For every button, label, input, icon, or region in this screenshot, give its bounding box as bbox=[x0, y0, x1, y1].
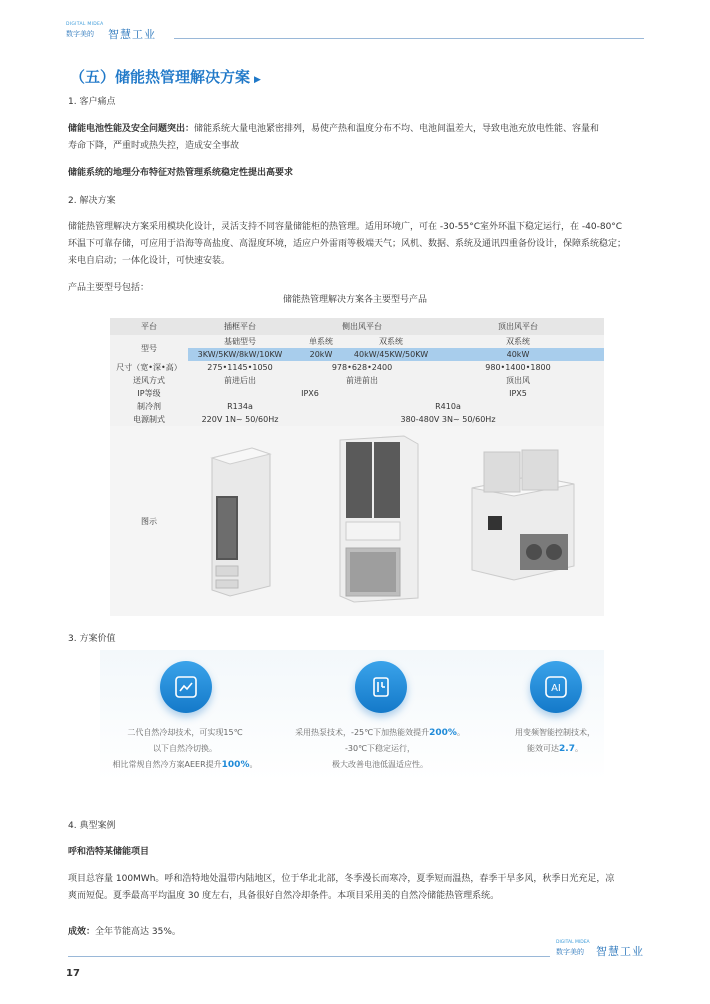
table-row bbox=[110, 335, 604, 348]
case-line1: 项目总容量 100MWh。呼和浩特地处温带内陆地区，位于华北北部，冬季漫长而寒冷，夏季短而温热，春季干旱多风，秋季日光充足，凉 bbox=[68, 874, 615, 884]
table-cell: IPX5 bbox=[432, 387, 604, 400]
table-cell: 275•1145•1050 bbox=[188, 361, 292, 374]
table-cell: 单系统 bbox=[292, 335, 350, 348]
table-cell: 送风方式 bbox=[110, 374, 188, 387]
side-outlet-unit-image bbox=[334, 434, 424, 604]
table-caption: 储能热管理解决方案各主要型号产品 bbox=[282, 295, 427, 305]
table-cell: R134a bbox=[188, 400, 292, 413]
table-cell: 40kW/45KW/50KW bbox=[350, 348, 432, 361]
solution-paragraph bbox=[68, 219, 644, 270]
table-cell: 220V 1N~ 50/60Hz bbox=[188, 413, 292, 426]
pain-points-heading: 1. 客户痛点 bbox=[68, 97, 116, 107]
table-cell: 顶出风 bbox=[432, 374, 604, 387]
solution-line3: 来电自启动；一体化设计，可快速安装。 bbox=[68, 256, 231, 266]
table-cell: 顶出风平台 bbox=[432, 318, 604, 335]
table-cell: 40kW bbox=[432, 348, 604, 361]
logo-small-text: DIGITAL MIDEA bbox=[66, 22, 104, 27]
pain-point-1-bold: 储能电池性能及安全问题突出： bbox=[68, 124, 195, 134]
table-cell: 基础型号 bbox=[188, 335, 292, 348]
value-1-text bbox=[100, 725, 270, 773]
chart-trend-icon bbox=[160, 661, 212, 713]
footer-logo bbox=[550, 940, 650, 960]
value-2-text bbox=[280, 725, 480, 773]
table-cell: 980•1400•1800 bbox=[432, 361, 604, 374]
pain-point-2: 储能系统的地理分布特征对热管理系统稳定性提出高要求 bbox=[68, 168, 294, 178]
table-cell: 双系统 bbox=[432, 335, 604, 348]
value-3-text bbox=[495, 725, 615, 757]
pain-point-1-line2: 寿命下降，严重时或热失控，造成安全事故 bbox=[68, 141, 240, 151]
value-1-line3: 相比常规自然冷方案AEER提升 bbox=[112, 760, 222, 769]
footer-logo-main: 数字美的 bbox=[556, 948, 584, 956]
value-2-line3: 极大改善电池低温适应性。 bbox=[332, 760, 428, 769]
table-row bbox=[110, 374, 604, 387]
section-title bbox=[70, 66, 261, 87]
rack-unit-image bbox=[204, 440, 274, 600]
table-cell: IPX6 bbox=[188, 387, 432, 400]
table-cell: 3KW/5KW/8kW/10KW bbox=[188, 348, 292, 361]
table-cell: 前进前出 bbox=[292, 374, 432, 387]
case-result bbox=[68, 924, 181, 941]
table-cell: R410a bbox=[292, 400, 604, 413]
footer-divider bbox=[68, 956, 550, 957]
table-row bbox=[110, 387, 604, 400]
pain-point-1-line1: 储能系统大量电池紧密排列，易使产热和温度分布不均、电池间温差大，导致电池充放电性能、容量和 bbox=[194, 124, 600, 134]
logo-main-text: 数字美的 bbox=[66, 30, 94, 38]
solution-line2: 环温下可靠存储，可应用于沿海等高盐度、高湿度环境，适应户外雷雨等极端天气；风机、数据、系统及通讯四重备份设计，保障系统稳定； bbox=[68, 239, 627, 249]
ai-control-icon bbox=[530, 661, 582, 713]
value-3-line2-end: 。 bbox=[574, 744, 583, 753]
value-1-line2: 以下自然冷切换。 bbox=[153, 744, 217, 753]
value-3-line1: 用变频智能控制技术， bbox=[515, 728, 595, 737]
logo-big-text: 智慧工业 bbox=[108, 28, 156, 41]
value-2-highlight: 200% bbox=[429, 728, 457, 738]
table-cell: 20kW bbox=[292, 348, 350, 361]
table-cell: 前进后出 bbox=[188, 374, 292, 387]
value-1-highlight: 100% bbox=[221, 760, 250, 770]
solution-heading: 2. 解决方案 bbox=[68, 196, 116, 206]
value-3-line2: 能效可达 bbox=[527, 744, 560, 753]
models-intro: 产品主要型号包括： bbox=[68, 283, 150, 293]
table-cell: 制冷剂 bbox=[110, 400, 188, 413]
heat-pump-icon bbox=[355, 661, 407, 713]
value-1-line1: 二代自然冷却技术，可实现15℃ bbox=[127, 728, 243, 737]
value-heading: 3. 方案价值 bbox=[68, 634, 116, 644]
table-cell: 图示 bbox=[110, 426, 188, 616]
value-panel bbox=[100, 650, 604, 780]
value-3-highlight: 2.7 bbox=[559, 744, 575, 754]
case-line2: 爽而短促。夏季最高平均温度 30 度左右，具备很好自然冷却条件。本项目采用美的自然冷储能热管理系统。 bbox=[68, 891, 500, 901]
case-heading: 4. 典型案例 bbox=[68, 821, 116, 831]
table-row bbox=[110, 413, 604, 426]
table-row bbox=[110, 318, 604, 335]
table-cell: 380-480V 3N~ 50/60Hz bbox=[292, 413, 604, 426]
footer-logo-big: 智慧工业 bbox=[596, 945, 644, 958]
table-cell: 双系统 bbox=[350, 335, 432, 348]
header-divider bbox=[174, 38, 644, 39]
table-cell: 电源制式 bbox=[110, 413, 188, 426]
table-cell: 尺寸（宽•深•高） bbox=[110, 361, 188, 374]
table-cell: 978•628•2400 bbox=[292, 361, 432, 374]
page-number: 17 bbox=[66, 968, 80, 979]
table-row bbox=[110, 400, 604, 413]
pain-point-1 bbox=[68, 121, 644, 155]
value-2-line2: -30℃下稳定运行， bbox=[344, 744, 416, 753]
case-result-text: 全年节能高达 35%。 bbox=[95, 927, 181, 937]
section-title-text: （五）储能热管理解决方案 bbox=[70, 68, 251, 86]
table-cell: IP等级 bbox=[110, 387, 188, 400]
table-cell: 型号 bbox=[110, 335, 188, 361]
case-paragraph bbox=[68, 871, 644, 905]
midea-logo bbox=[64, 22, 174, 44]
case-result-label: 成效： bbox=[68, 927, 96, 937]
solution-line1: 储能热管理解决方案采用模块化设计，灵活支持不同容量储能柜的热管理。适用环境广，可在 -30-55°C室外环温下稳定运行，在 -40-80°C bbox=[68, 222, 623, 232]
page-header bbox=[64, 22, 644, 46]
footer-logo-small: DIGITAL MIDEA bbox=[556, 940, 590, 945]
top-outlet-unit-image bbox=[462, 448, 582, 588]
table-cell: 平台 bbox=[110, 318, 188, 335]
case-title: 呼和浩特某储能项目 bbox=[68, 847, 150, 857]
triangle-right-icon: ▶ bbox=[254, 75, 261, 85]
value-1-line3-end: 。 bbox=[249, 760, 258, 769]
table-cell: 插框平台 bbox=[188, 318, 292, 335]
table-cell: 侧出风平台 bbox=[292, 318, 432, 335]
value-2-line1: 采用热泵技术，-25℃下加热能效提升 bbox=[295, 728, 430, 737]
value-2-line1-end: 。 bbox=[456, 728, 465, 737]
table-row bbox=[110, 361, 604, 374]
ai-icon-label: AI bbox=[551, 683, 561, 694]
